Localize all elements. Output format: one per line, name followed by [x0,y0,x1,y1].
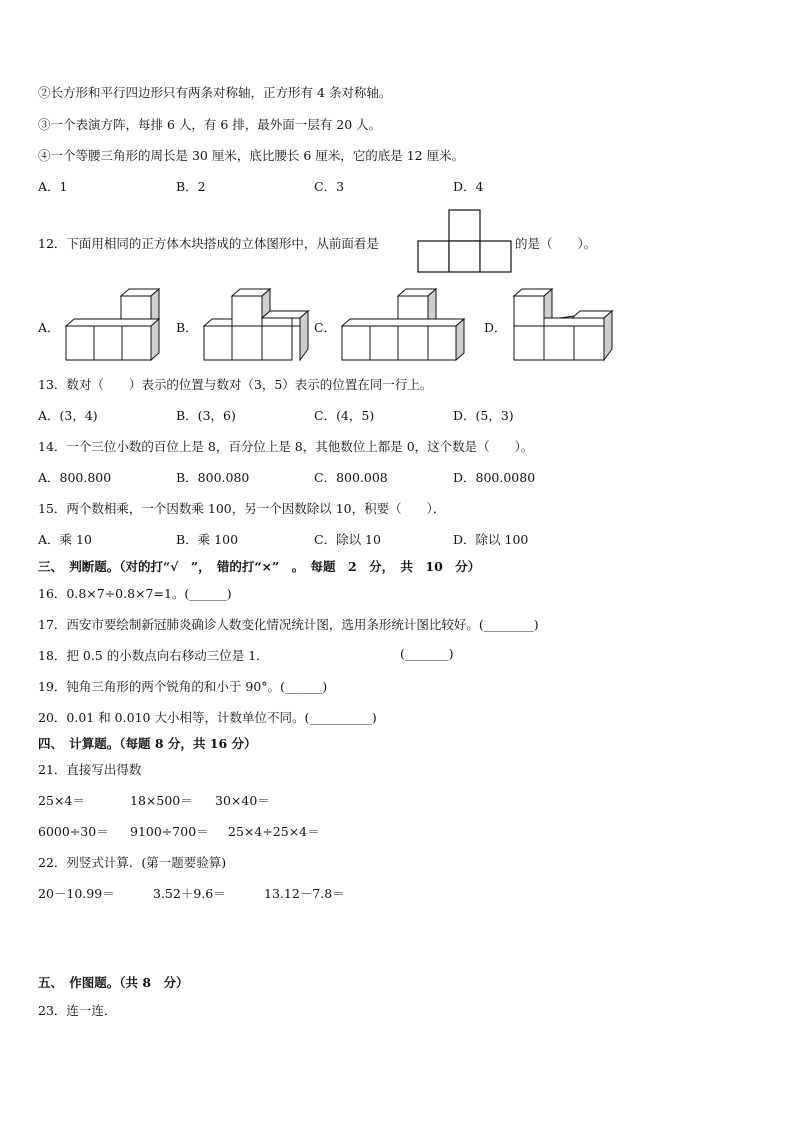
q12-option-c-label: C． [314,320,337,335]
q21-expr-6: 25×4÷25×4＝ [228,824,320,839]
q11-option-b: B．2 [176,179,206,194]
cube-figure-a [64,288,164,364]
q12-text: 12．下面用相同的正方体木块搭成的立体图形中，从前面看是 [38,236,379,251]
q15-text: 15．两个数相乘，一个因数乘 100，另一个因数除以 10，积要（ ）． [38,501,446,516]
q13-text: 13．数对（ ）表示的位置与数对（3，5）表示的位置在同一行上。 [38,377,433,392]
q13-option-a: A．(3，4) [38,408,98,423]
front-view-figure [416,208,514,274]
q21-title: 21．直接写出得数 [38,762,142,777]
q11-option-c: C．3 [314,179,345,194]
q12-text-after: 的是（ ）。 [515,236,597,251]
q14-option-a: A．800.800 [38,470,112,485]
cube-figure-c [340,288,470,364]
section-3-title: 三、 判断题。（对的打“√ ”， 错的打“×” 。 每题 2 分， 共 10 分） [38,559,481,574]
cube-figure-b [202,288,312,364]
q11-option-a: A．1 [38,179,68,194]
q12-option-a-label: A． [38,320,60,335]
q19-text: 19．钝角三角形的两个锐角的和小于 90°。(______) [38,679,328,694]
section-5-title: 五、 作图题。（共 8 分） [38,975,189,990]
q21-expr-4: 6000÷30＝ [38,824,109,839]
q18-answer-blank[interactable]: (_______) [400,646,454,661]
q15-option-a: A．乘 10 [38,532,92,547]
q21-expr-5: 9100÷700＝ [130,824,209,839]
statement-2: ②长方形和平行四边形只有两条对称轴，正方形有 4 条对称轴。 [38,85,392,100]
q22-title: 22．列竖式计算．(第一题要验算) [38,855,227,870]
q17-text: 17．西安市要绘制新冠肺炎确诊人数变化情况统计图，选用条形统计图比较好。(________) [38,617,539,632]
q15-option-b: B．乘 100 [176,532,239,547]
q23-text: 23．连一连． [38,1003,117,1018]
q14-option-c: C．800.008 [314,470,388,485]
q14-option-b: B．800.080 [176,470,250,485]
statement-3: ③一个表演方阵，每排 6 人，有 6 排，最外面一层有 20 人。 [38,117,382,132]
q14-option-d: D．800.0080 [453,470,536,485]
q15-option-d: D．除以 100 [453,532,529,547]
q14-text: 14．一个三位小数的百位上是 8，百分位上是 8，其他数位上都是 0，这个数是（ ）。 [38,439,534,454]
q16-text: 16．0.8×7÷0.8×7=1。(______) [38,586,232,601]
q20-text: 20．0.01 和 0.010 大小相等，计数单位不同。(__________) [38,710,377,725]
q22-expr-1: 20－10.99＝ [38,886,115,901]
q18-text: 18．把 0.5 的小数点向右移动三位是 1． [38,648,269,663]
cube-figure-d [512,288,622,364]
q12-option-b-label: B． [176,320,198,335]
q15-option-c: C．除以 10 [314,532,381,547]
statement-4: ④一个等腰三角形的周长是 30 厘米，底比腰长 6 厘米，它的底是 12 厘米。 [38,148,465,163]
q21-expr-2: 18×500＝ [130,793,193,808]
q11-option-d: D．4 [453,179,484,194]
q21-expr-3: 30×40＝ [215,793,270,808]
q22-expr-3: 13.12－7.8＝ [264,886,345,901]
q22-expr-2: 3.52＋9.6＝ [153,886,226,901]
q12-option-d-label: D． [484,320,507,335]
q13-option-d: D．(5，3) [453,408,514,423]
q13-option-b: B．(3，6) [176,408,236,423]
section-4-title: 四、 计算题。（每题 8 分，共 16 分） [38,736,257,751]
q13-option-c: C．(4，5) [314,408,375,423]
q21-expr-1: 25×4＝ [38,793,85,808]
